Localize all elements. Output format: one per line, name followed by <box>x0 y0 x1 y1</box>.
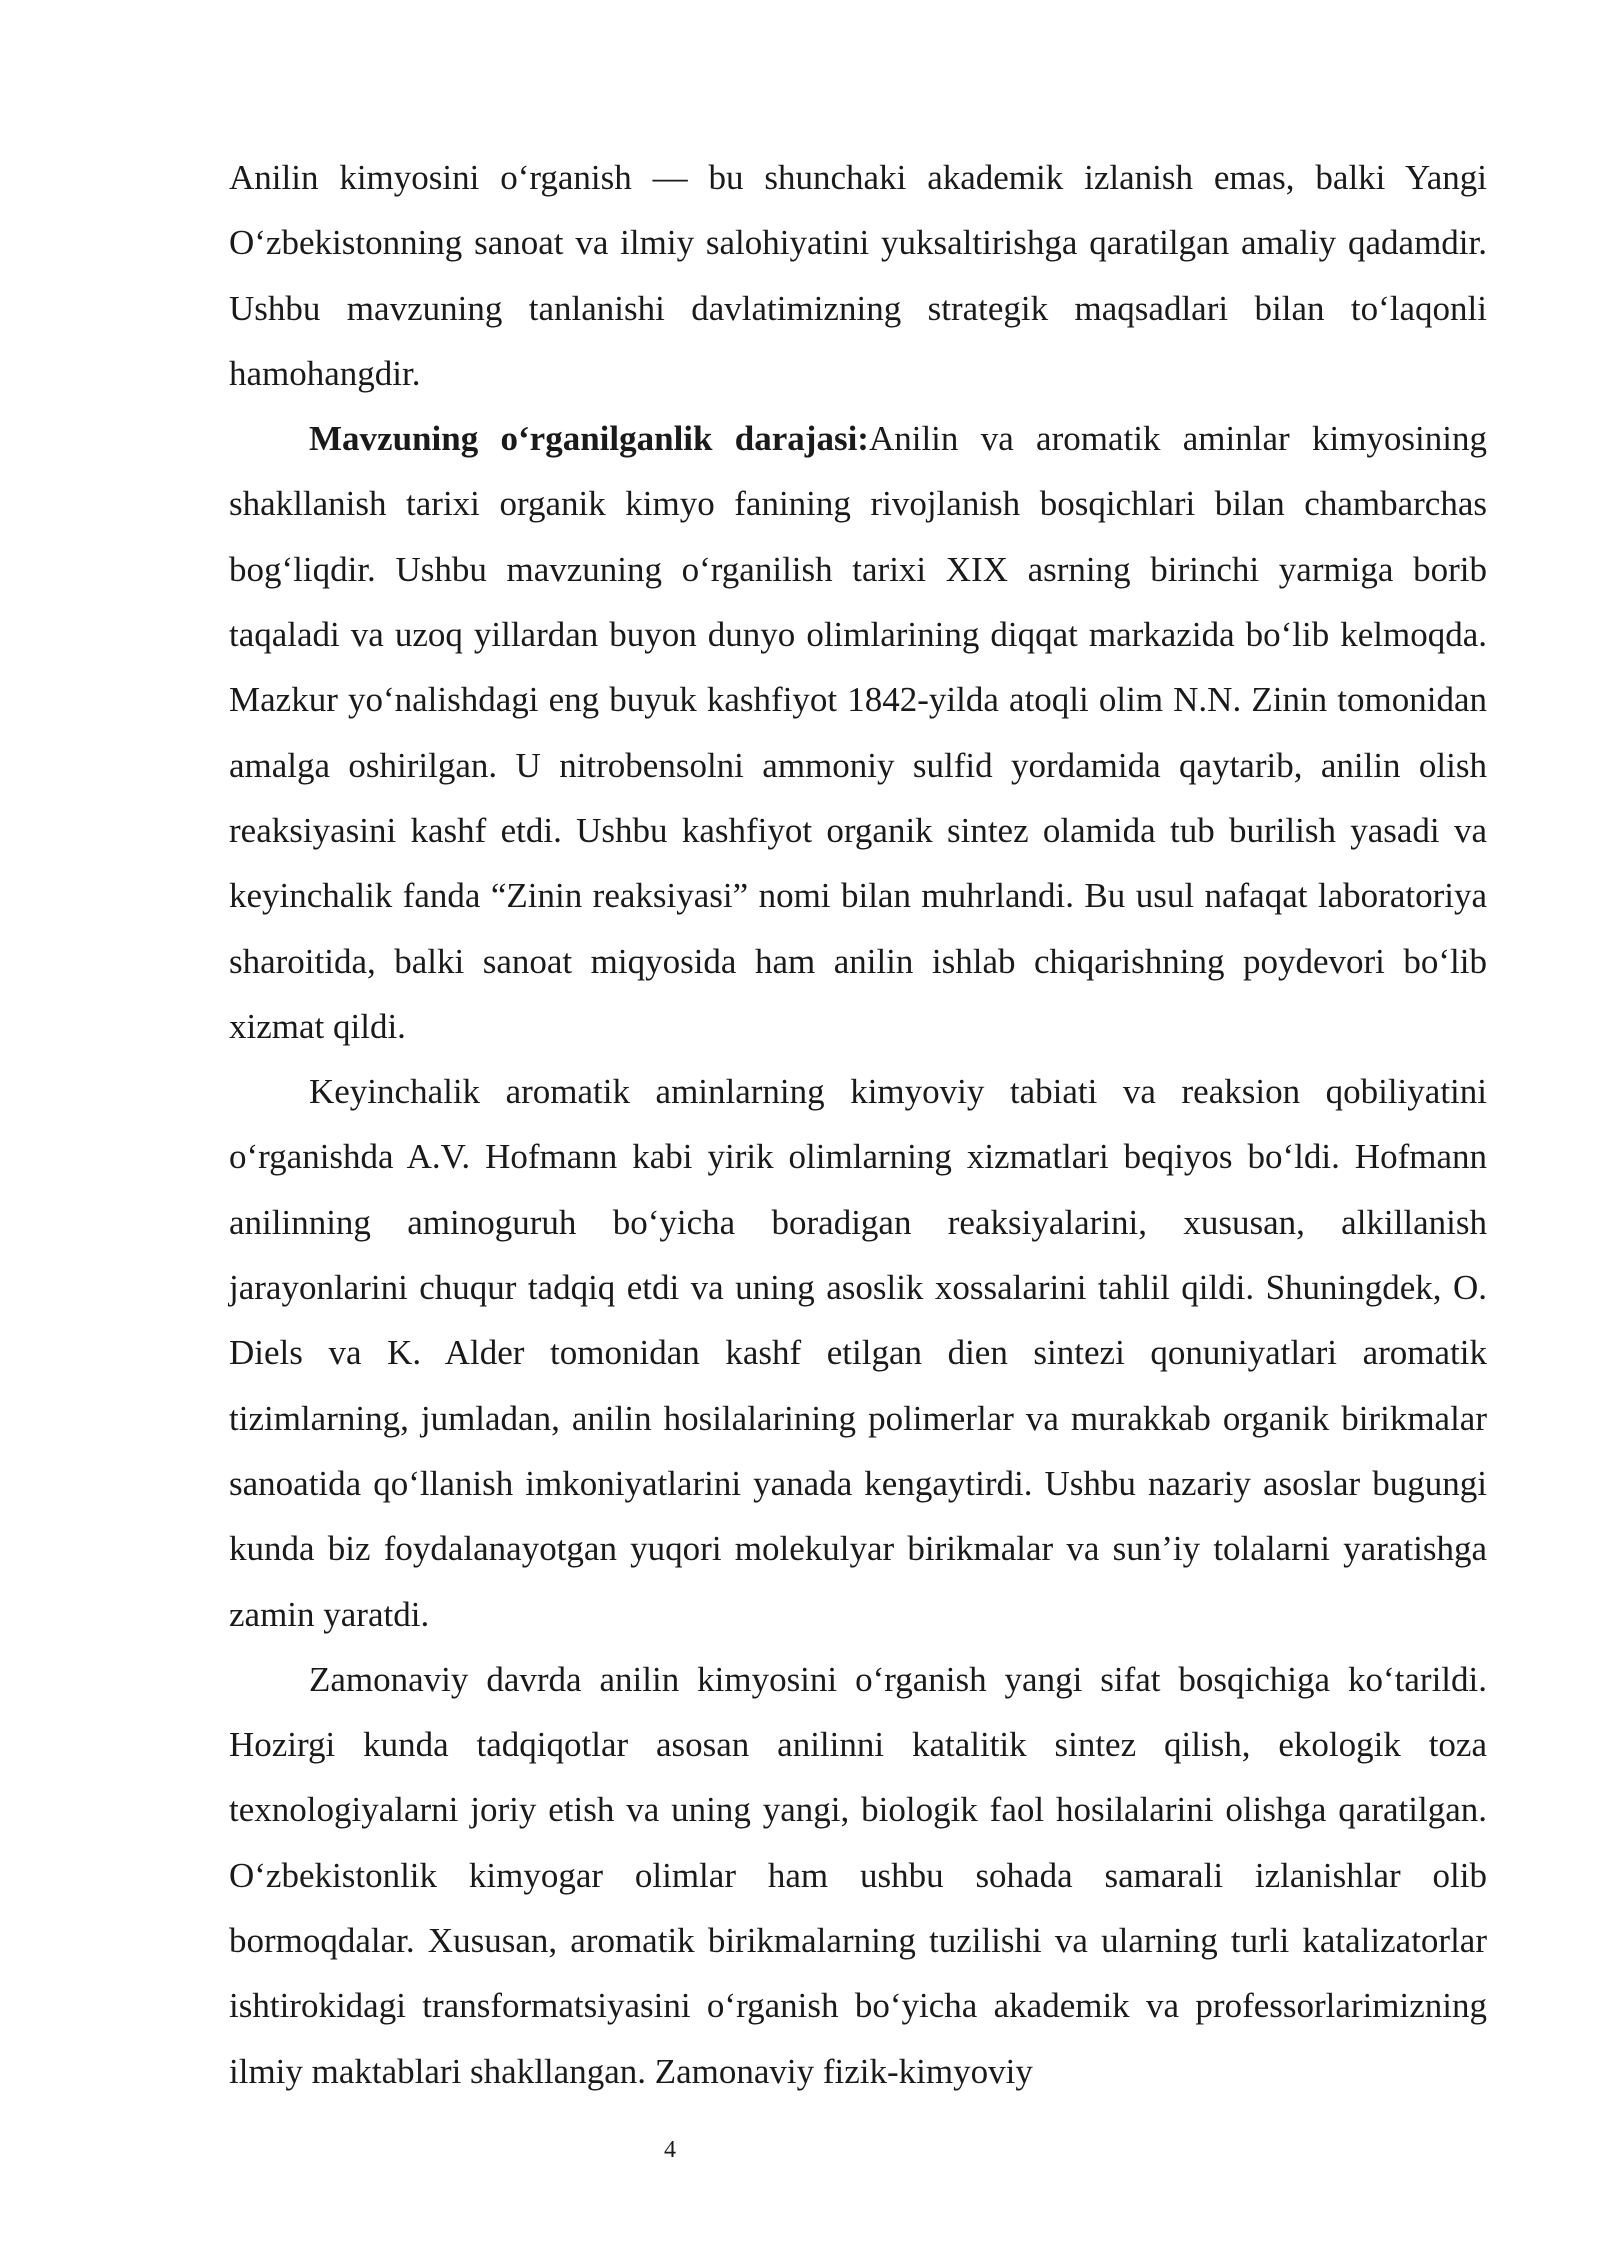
paragraph-hofmann: Keyinchalik aromatik aminlarning kimyoviy tabiati va reaksion qobiliyatini o‘rganishda A.V. Hofmann kabi yirik olimlarning xizmatlari beqiyos bo‘ldi. Hofmann anilinning aminoguruh bo‘yicha boradigan reaksiyalarini, xususan, alkillanish jarayonlarini chuqur tadqiq etdi va uning asoslik xossalarini tahlil qildi. Shuningdek, O. Diels va K. Alder tomonidan kashf etilgan dien sintezi qonuniyatlari aromatik tizimlarning, jumladan, anilin hosilalarining polimerlar va murakkab organik birikmalar sanoatida qo‘llanish imkoniyatlarini yanada kengaytirdi. Ushbu nazariy asoslar bugungi kunda biz foydalanayotgan yuqori molekulyar birikmalar va sun’iy tolalarni yaratishga zamin yaratdi. <box>229 1072 1487 1634</box>
section-heading: Mavzuning o‘rganilganlik darajasi: <box>309 419 869 459</box>
paragraph-intro: Anilin kimyosini o‘rganish — bu shunchaki akademik izlanish emas, balki Yangi O‘zbekistonning sanoat va ilmiy salohiyatini yuksaltirishga qaratilgan amaliy qadamdir. Ushbu mavzuning tanlanishi davlatimizning strategik maqsadlari bilan to‘laqonli hamohangdir. <box>229 158 1487 393</box>
paragraph-study-level <box>229 406 1487 1059</box>
paragraph-modern: Zamonaviy davrda anilin kimyosini o‘rganish yangi sifat bosqichiga ko‘tarildi. Hozirgi kunda tadqiqotlar asosan anilinni katalitik sintez qilish, ekologik toza texnologiyalarni joriy etish va uning yangi, biologik faol hosilalarini olishga qaratilgan. O‘zbekistonlik kimyogar olimlar ham ushbu sohada samarali izlanishlar olib bormoqdalar. Xususan, aromatik birikmalarning tuzilishi va ularning turli katalizatorlar ishtirokidagi transformatsiyasini o‘rganish bo‘yicha akademik va professorlarimizning ilmiy maktablari shakllangan. Zamonaviy fizik-kimyoviy <box>229 1659 1487 2091</box>
document-page <box>229 145 1487 2104</box>
paragraph-study-level-text: Anilin va aromatik aminlar kimyosining shakllanish tarixi organik kimyo fanining rivojlanish bosqichlari bilan chambarchas bog‘liqdir. Ushbu mavzuning o‘rganilish tarixi XIX asrning birinchi yarmiga borib taqaladi va uzoq yillardan buyon dunyo olimlarining diqqat markazida bo‘lib kelmoqda. Mazkur yo‘nalishdagi eng buyuk kashfiyot 1842-yilda atoqli olim N.N. Zinin tomonidan amalga oshirilgan. U nitrobensolni ammoniy sulfid yordamida qaytarib, anilin olish reaksiyasini kashf etdi. Ushbu kashfiyot organik sintez olamida tub burilish yasadi va keyinchalik fanda “Zinin reaksiyasi” nomi bilan muhrlandi. Bu usul nafaqat laboratoriya sharoitida, balki sanoat miqyosida ham anilin ishlab chiqarishning poydevori bo‘lib xizmat qildi. <box>229 419 1487 1046</box>
page-number: 4 <box>664 2137 676 2163</box>
